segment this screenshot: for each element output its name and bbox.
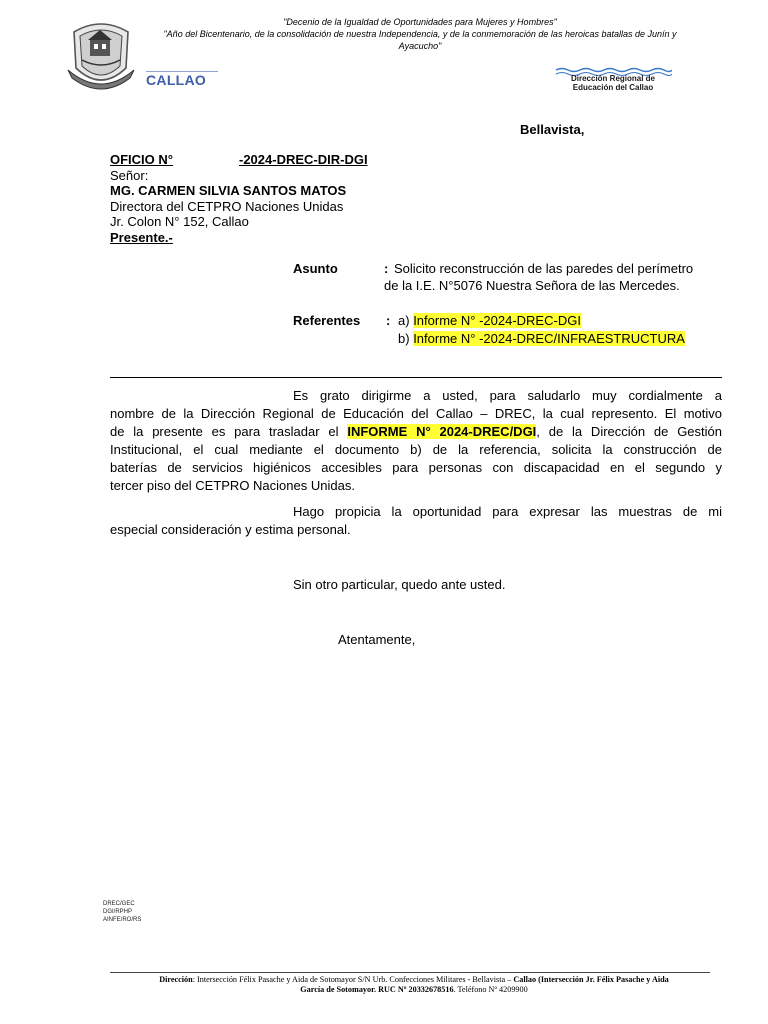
location-date: Bellavista,	[520, 122, 585, 137]
footer-direccion-text: : Intersección Félix Pasache y Aida de Sotomayor S/N Urb. Confecciones Militares - Bellavista –	[192, 975, 514, 984]
section-divider	[110, 377, 722, 378]
initials-1: DREC/GEC	[103, 901, 135, 907]
p1-line-6: tercer piso del CETPRO Naciones Unidas.	[110, 478, 355, 493]
footer-rule	[110, 972, 710, 973]
body-paragraph-2	[110, 503, 722, 539]
initials-3: AINFE/RO/RS	[103, 917, 142, 923]
header-motto-3: Ayacucho"	[398, 41, 442, 51]
header-motto-1: "Decenio de la Igualdad de Oportunidades para Mujeres y Hombres"	[283, 17, 557, 27]
asunto-line-2: de la I.E. N°5076 Nuestra Señora de las Mercedes.	[384, 278, 680, 293]
p1-line-3	[110, 423, 722, 441]
footer-address	[108, 975, 720, 995]
callao-logo-text: CALLAO	[146, 72, 207, 88]
callao-crest-icon	[66, 18, 136, 94]
p1-line-3-pre: de la presente es para trasladar el	[110, 424, 339, 439]
recipient-address: Jr. Colon N° 152, Callao	[110, 214, 249, 229]
referentes-colon: :	[386, 313, 391, 328]
p1-line-3-post: , de la Dirección de Gestión	[536, 424, 722, 439]
footer-line-1	[108, 975, 720, 985]
drec-logo-text	[554, 75, 672, 92]
p1-line-2: nombre de la Dirección Regional de Educación del Callao – DREC, la cual represento. El motivo	[110, 406, 722, 421]
footer-line-2	[108, 985, 720, 995]
referentes-label: Referentes	[293, 313, 361, 328]
footer-direccion-label: Dirección	[159, 975, 193, 984]
header-motto-2: "Año del Bicentenario, de la consolidación de nuestra Independencia, y de la conmemoración de las heroicas batallas de Junín y	[163, 29, 677, 39]
presente-label: Presente.-	[110, 230, 173, 245]
oficio-header	[110, 152, 368, 167]
p1-line-4: Institucional, el cual mediante el documento b) de la referencia, solicita la construcción de	[110, 442, 722, 457]
closing-line: Sin otro particular, quedo ante usted.	[293, 577, 506, 592]
footer-ruc-bold: García de Sotomayor. RUC Nº 20332678516	[300, 985, 454, 994]
p1-line-5: baterías de servicios higiénicos accesibles para personas con discapacidad en el segundo y	[110, 460, 722, 475]
atentamente: Atentamente,	[338, 632, 416, 647]
footer-callao-bold: Callao (Intersección Jr. Félix Pasache y Aida	[513, 975, 669, 984]
oficio-label: OFICIO N°	[110, 152, 173, 167]
informe-highlight: INFORME N° 2024-DREC/DGI	[347, 424, 537, 439]
recipient-position: Directora del CETPRO Naciones Unidas	[110, 199, 344, 214]
referente-a	[398, 313, 581, 328]
referente-b	[398, 331, 685, 346]
recipient-salutation: Señor:	[110, 168, 149, 183]
drec-logo-line-1: Dirección Regional de	[570, 74, 656, 83]
body-paragraph-1	[110, 387, 722, 495]
initials-2: DGI/RPHP	[103, 909, 133, 915]
asunto-colon: :	[384, 261, 389, 276]
footer-telefono: . Teléfono Nº 4209900	[453, 985, 528, 994]
referente-b-prefix: b)	[398, 331, 410, 346]
oficio-number: -2024-DREC-DIR-DGI	[238, 152, 368, 167]
p1-line-1: Es grato dirigirme a usted, para saludarlo muy cordialmente a	[293, 388, 722, 403]
drec-logo-line-2: Educación del Callao	[572, 82, 654, 92]
recipient-name: MG. CARMEN SILVIA SANTOS MATOS	[110, 183, 347, 198]
asunto-label: Asunto	[293, 261, 338, 276]
referente-b-text: Informe N° -2024-DREC/INFRAESTRUCTURA	[413, 331, 685, 346]
referente-a-prefix: a)	[398, 313, 410, 328]
p2-line-1: Hago propicia la oportunidad para expresar las muestras de mi	[293, 504, 722, 519]
asunto-line-1: Solicito reconstrucción de las paredes del perímetro	[394, 261, 694, 276]
referente-a-text: Informe N° -2024-DREC-DGI	[413, 313, 581, 328]
p2-line-2: especial consideración y estima personal.	[110, 522, 351, 537]
